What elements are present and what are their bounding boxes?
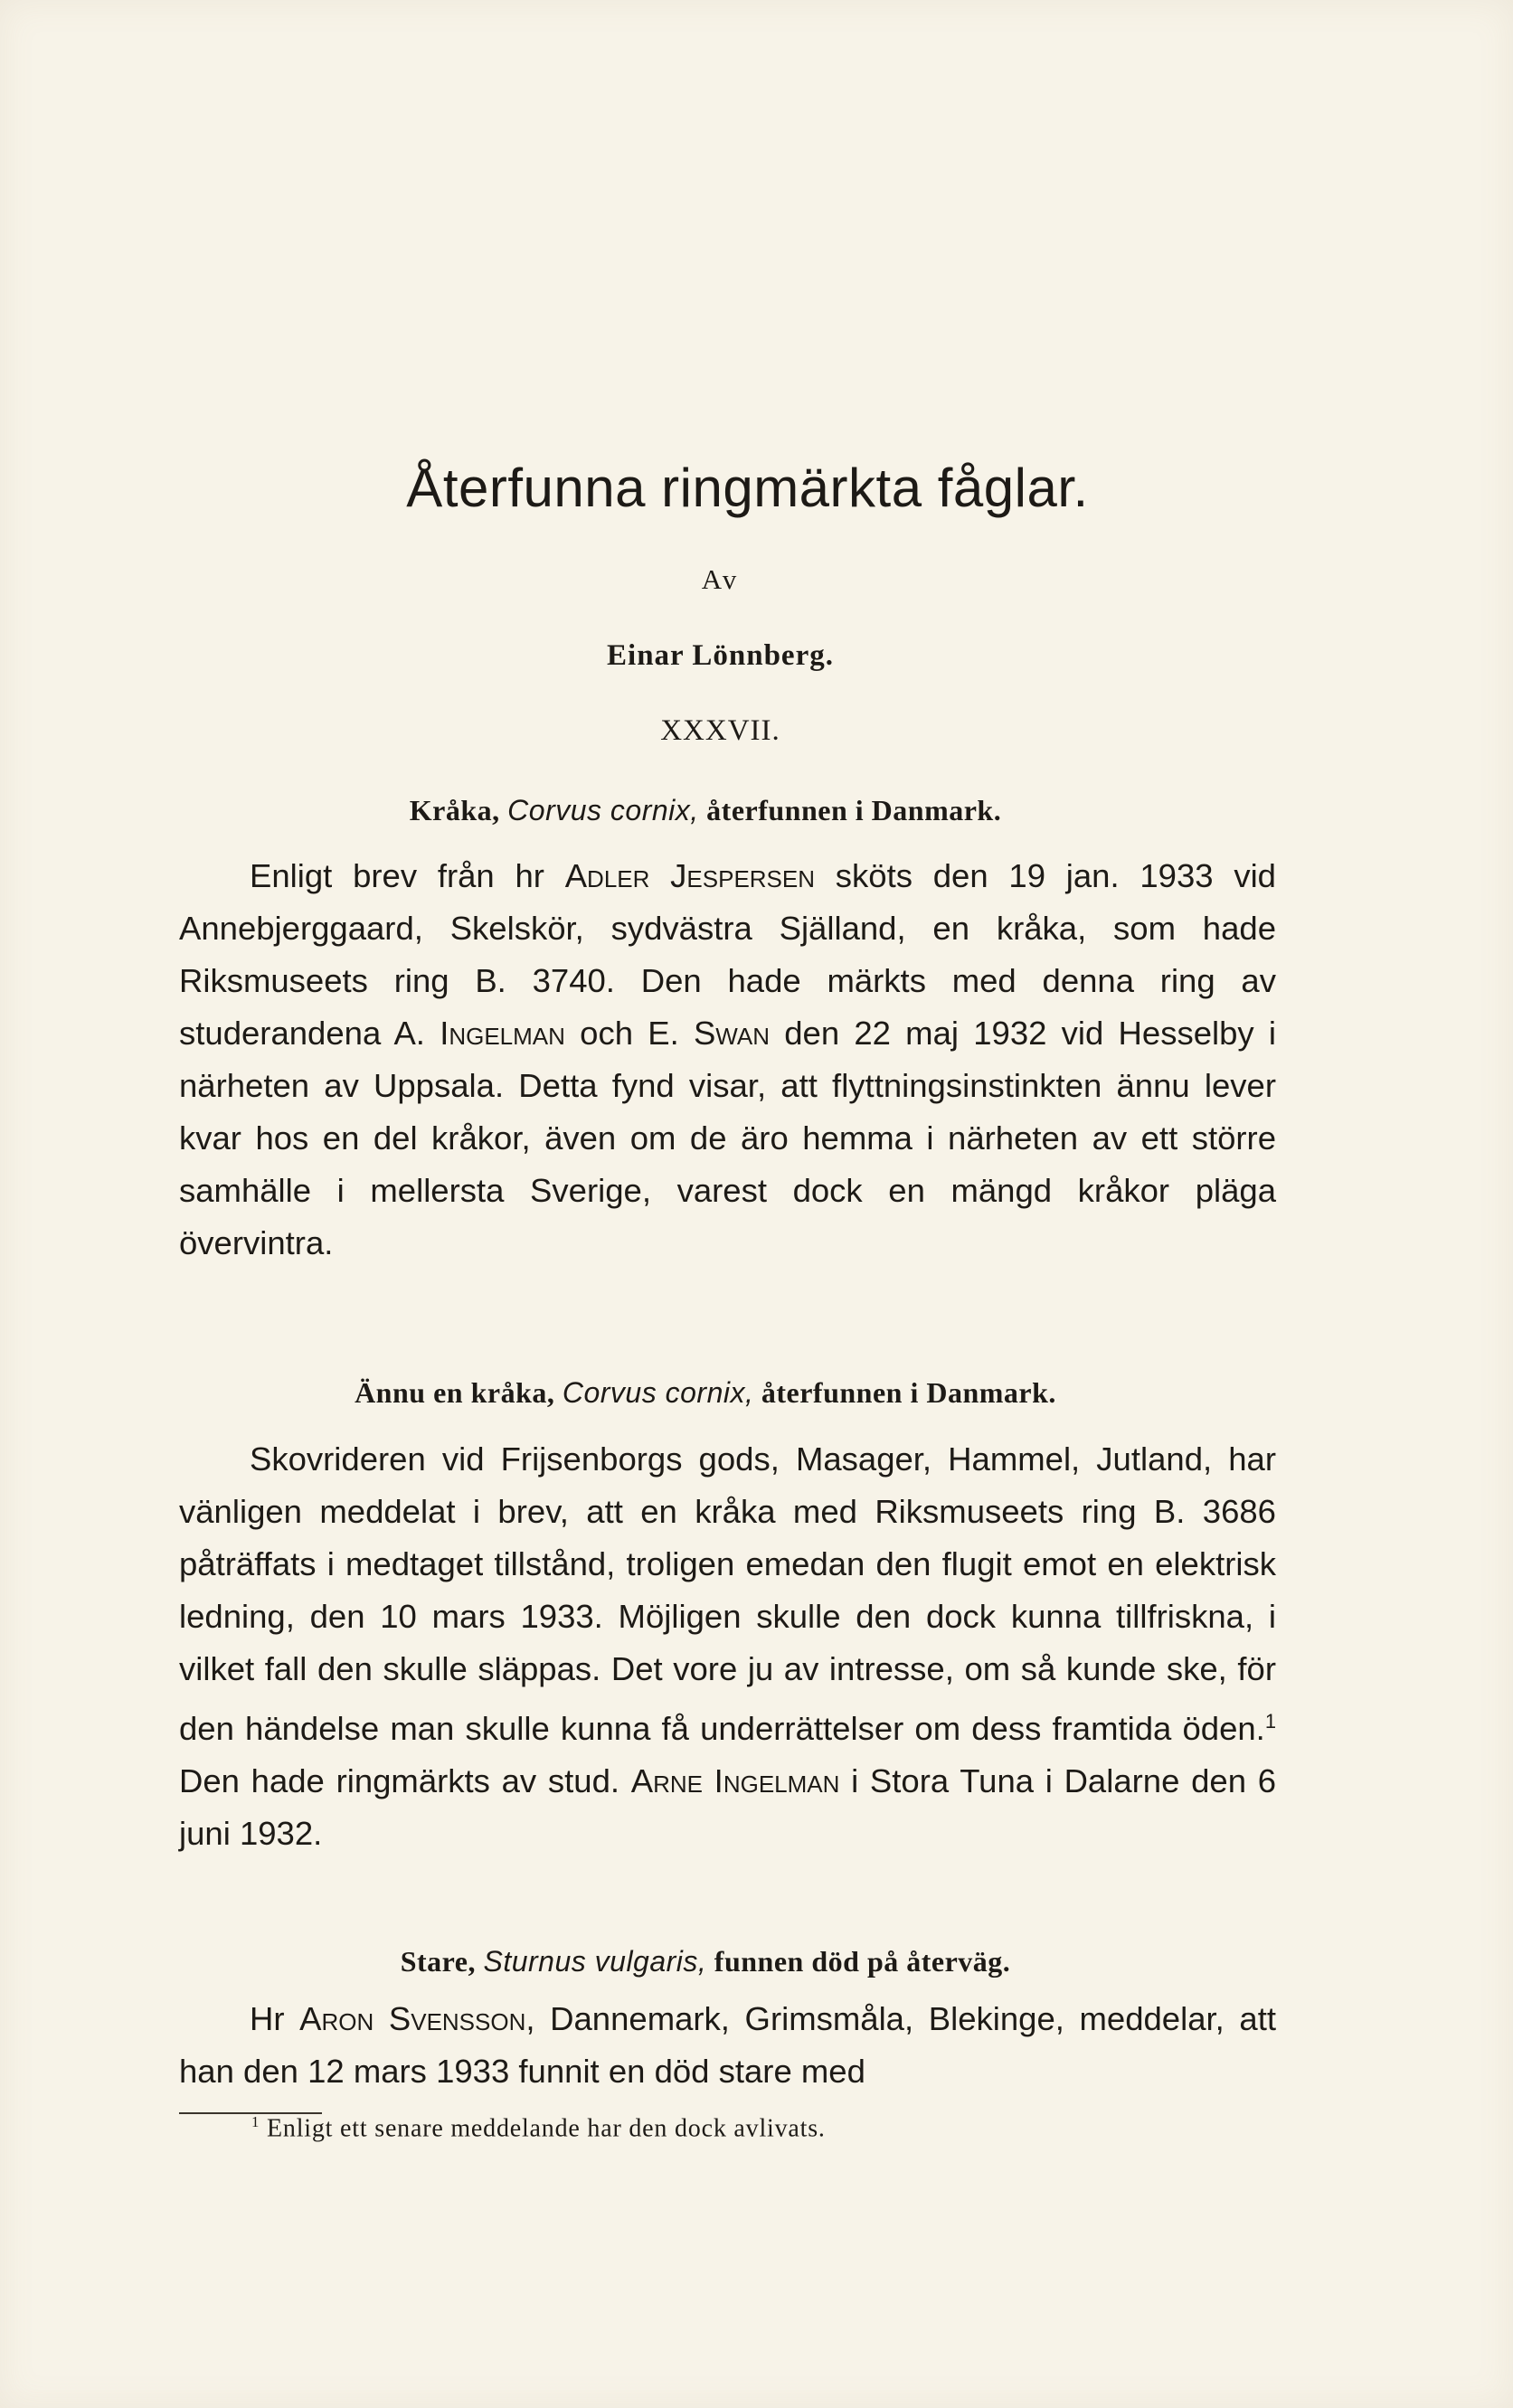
paragraph-text: Hr [250,2000,300,2037]
heading-suffix: funnen död på återväg. [714,1945,1011,1978]
article-byline: Av [701,563,740,595]
paragraph-text: Skovrideren vid Frijsenborgs gods, Masager, Hammel, Jutland, har vänligen meddelat i brev, att en kråka med Riksmuseets ring B. 3686 påträffats i medtaget tillstånd, troligen emedan den flugit emot en elektrisk ledning, den 10 mars 1933. Möjligen skulle den dock kunna tillfriskna, i vilket fall den skulle släppas. Det vore ju av intresse, om så kunde ske, för den händelse man skulle kunna få underrättelser om dess framtida öden. [179,1440,1276,1748]
person-name: Arne Ingelman [630,1762,840,1800]
heading-prefix: Ännu en kråka, [355,1376,555,1409]
article-number: XXXVII. [660,714,780,747]
article-author: Einar Lönnberg. [607,639,834,672]
paragraph-text: den 22 maj 1932 vid Hesselby i närheten av Uppsala. Detta fynd visar, att flyttningsinstinkten ännu lever kvar hos en del kråkor, även om de äro hemma i närheten av ett större samhälle i mellersta Sverige, varest dock en mängd kråkor pläga övervintra. [179,1015,1277,1261]
article-title: Återfunna ringmärkta fåglar. [406,458,1089,518]
heading-latin: Sturnus vulgaris, [483,1945,707,1978]
person-name: Aron Svensson [299,2000,526,2037]
footnote-text: Enligt ett senare meddelande har den dock avlivats. [267,2114,826,2143]
footnote-reference: 1 [1264,1710,1276,1733]
heading-suffix: återfunnen i Danmark. [761,1376,1056,1409]
paragraph-text: och E. [564,1015,694,1052]
heading-prefix: Stare, [400,1945,476,1978]
paragraph-text: Enligt brev från hr [250,857,565,894]
section-paragraph-1 [179,850,1276,1270]
footnote [251,2113,826,2143]
section-heading-3 [136,1945,1275,1978]
heading-latin: Corvus cornix, [507,794,699,826]
section-paragraph-3 [179,1993,1276,2098]
person-name: Ingelman [440,1015,565,1052]
heading-prefix: Kråka, [409,794,500,826]
person-name: Swan [693,1015,770,1052]
paragraph-text: Den hade ringmärkts av stud. [179,1762,631,1800]
footnote-mark: 1 [251,2113,260,2130]
person-name: Adler Jespersen [564,857,816,894]
section-heading-2 [136,1376,1275,1410]
section-paragraph-2 [179,1433,1276,1860]
heading-latin: Corvus cornix, [562,1376,754,1409]
paragraph-text: sköts den 19 jan. 1933 vid Annebjerggaard, Skelskör, sydvästra Själland, en kråka, som hade Riksmuseets ring B. 3740. Den hade märkts med denna ring av studerandena A. [179,857,1276,1052]
paragraph-text: i Stora Tuna i Dalarne den 6 juni 1932. [179,1762,1276,1853]
paragraph-text: , Dannemark, Grimsmåla, Blekinge, meddelar, att han den 12 mars 1933 funnit en död stare med [179,2000,1276,2090]
section-heading-1 [136,794,1275,827]
heading-suffix: återfunnen i Danmark. [706,794,1002,826]
